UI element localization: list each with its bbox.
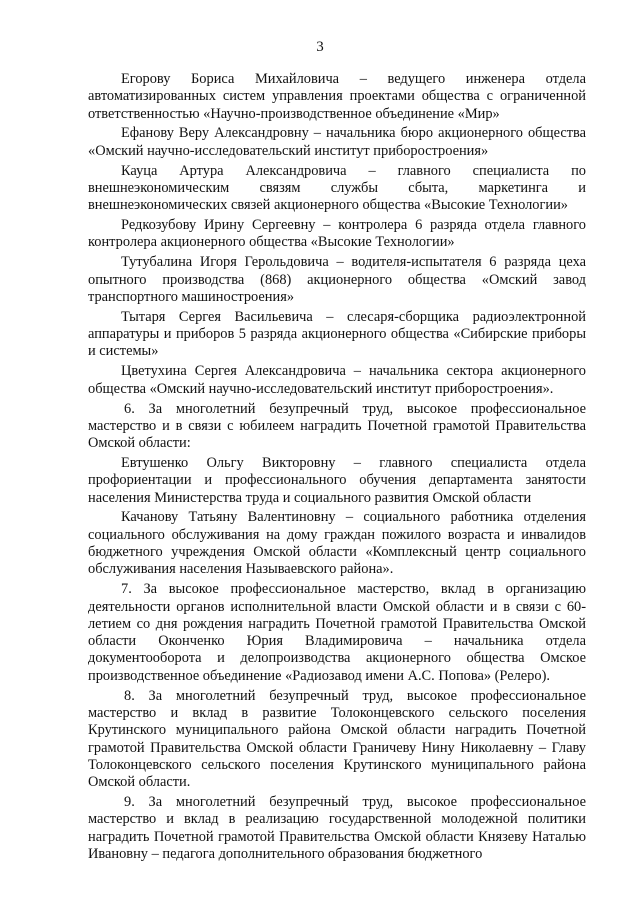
paragraph-efanova: Ефанову Веру Александровну – начальника бюро акционерного общества «Омский научно-исследовательский институт приборостроения»	[88, 125, 586, 159]
paragraph-evtushenko: Евтушенко Ольгу Викторовну – главного специалиста отдела профориентации и профессионального обучения департамента занятости населения Министерства труда и социального развития Омской области	[88, 454, 586, 506]
paragraph-redkozubova: Редкозубову Ирину Сергеевну – контролера 6 разряда отдела главного контролера акционерного общества «Высокие Технологии»	[88, 217, 586, 251]
paragraph-kachanova: Качанову Татьяну Валентиновну – социального работника отделения социального обслуживания на дому граждан пожилого возраста и инвалидов бюджетного учреждения Омской области «Комплексный центр социального обслуживания населения Называевского района».	[88, 509, 586, 578]
paragraph-tutubalin: Тутубалина Игоря Герольдовича – водителя-испытателя 6 разряда цеха опытного производства (868) акционерного общества «Омский завод транспортного машиностроения»	[88, 254, 586, 305]
page-number: 3	[316, 39, 324, 55]
section-8: 8. За многолетний безупречный труд, высокое профессиональное мастерство и вклад в развитие Толоконцевского сельского поселения Крутинского муниципального района Омской области наградить Почетной грамотой Правительства Омской области Граничеву Нину Николаевну – Главу Толоконцевского сельского поселения Крутинского муниципального района Омской области.	[88, 687, 586, 791]
section-6-intro: 6. За многолетний безупречный труд, высокое профессиональное мастерство и в связи с юбилеем наградить Почетной грамотой Правительства Омской области:	[88, 400, 586, 452]
paragraph-tsvetukhin: Цветухина Сергея Александровича – начальника сектора акционерного общества «Омский научно-исследовательский институт приборостроения».	[88, 363, 586, 397]
paragraph-egorov: Егорову Бориса Михайловича – ведущего инженера отдела автоматизированных систем управления проектами общества с ограниченной ответственностью «Научно-производственное объединение «Мир»	[88, 71, 586, 122]
paragraph-tytar: Тытаря Сергея Васильевича – слесаря-сборщика радиоэлектронной аппаратуры и приборов 5 разряда акционерного общества «Сибирские приборы и системы»	[88, 308, 586, 360]
section-9: 9. За многолетний безупречный труд, высокое профессиональное мастерство и вклад в реализацию государственной молодежной политики наградить Почетной грамотой Правительства Омской области Князеву Наталью Ивановну – педагога дополнительного образования бюджетного	[88, 794, 586, 862]
paragraph-kauts: Кауца Артура Александровича – главного специалиста по внешнеэкономическим связям службы сбыта, маркетинга и внешнеэкономических связей акционерного общества «Высокие Технологии»	[88, 162, 586, 214]
section-7: 7. За высокое профессиональное мастерство, вклад в организацию деятельности органов исполнительной власти Омской области и в связи с 60-летием со дня рождения наградить Почетной грамотой Правительства Омской области Оконченко Юрия Владимировича – начальника отдела документооборота и делопроизводства акционерного общества Омское производственное объединение «Радиозавод имени А.С. Попова» (Релеро).	[88, 581, 586, 684]
document-body	[88, 71, 586, 866]
